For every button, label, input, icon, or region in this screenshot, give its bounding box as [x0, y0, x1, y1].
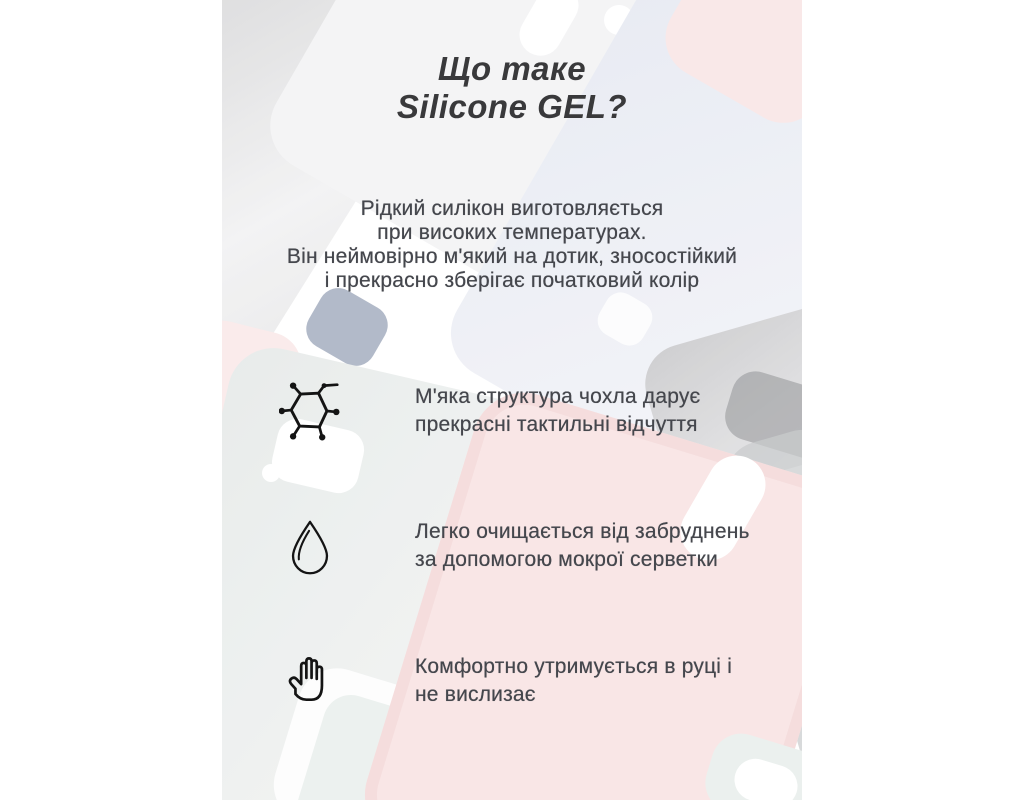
poster-content: [222, 0, 802, 800]
feature-line: не вислизає: [415, 683, 536, 706]
intro-line: Рідкий силікон виготовляється: [360, 197, 664, 220]
feature-text: [415, 383, 700, 439]
hand-icon: [274, 654, 346, 708]
intro-line: Він неймовірно м'який на дотик, зносостійкий: [286, 245, 738, 268]
drop-icon: [274, 517, 346, 575]
title-line-1: Що таке: [437, 50, 587, 87]
feature-line: М'яка структура чохла дарує: [415, 385, 701, 408]
feature-line: Легко очищається від забруднень: [415, 520, 750, 543]
feature-text: [415, 518, 750, 574]
molecule-icon: [274, 380, 346, 442]
feature-text: [415, 653, 732, 709]
feature-line: Комфортно утримується в руці і: [415, 655, 733, 678]
intro-paragraph: [222, 197, 802, 293]
feature-line: за допомогою мокрої серветки: [415, 548, 718, 571]
page-title: [222, 50, 802, 126]
feature-good-grip: [274, 643, 774, 719]
intro-line: і прекрасно зберігає початковий колір: [324, 269, 700, 292]
intro-line: при високих температурах.: [377, 221, 647, 244]
feature-easy-clean: [274, 508, 774, 584]
poster: [222, 0, 802, 800]
feature-soft-structure: [274, 373, 774, 449]
feature-line: прекрасні тактильні відчуття: [415, 413, 698, 436]
title-line-2: Silicone GEL?: [396, 88, 628, 125]
